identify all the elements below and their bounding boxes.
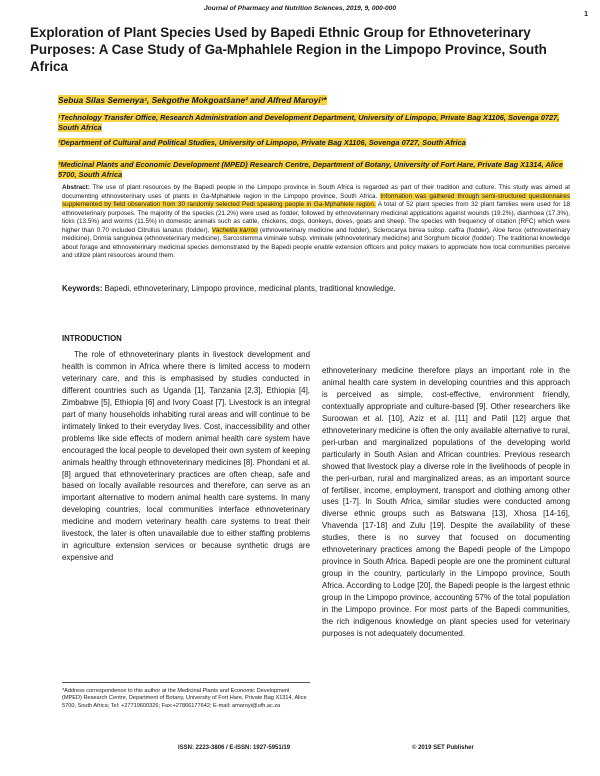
- author-list-text: Sebua Silas Semenya¹, Sekgothe Mokgoatšane² and Alfred Maroyi³*: [58, 95, 327, 105]
- page-number: 1: [584, 11, 588, 18]
- affiliation-3: [58, 160, 570, 180]
- affiliation-1-text: ¹Technology Transfer Office, Research Administration and Development Department, University of Limpopo, Private Bag X1106, Sovenga 0727, South Africa: [58, 113, 560, 132]
- affiliation-2: [58, 138, 570, 148]
- abstract-text-1: The use of plant resources by the Bapedi people in the Limpopo province in South Africa is regarded as part of their tradition and culture. This study was aimed at documenting ethnoveterinary uses of plants in Ga-Mphahlele region in the Limpopo province, South Africa.: [62, 184, 570, 200]
- abstract-text-2: A total of 52 plant species from 32 plant families were used for 18 ethnoveterinary purposes. The majority of the species (21.2%) were used as fodder, followed by ethnoveterinary medicinal applications against wounds (19.2%), diarrhoea (17.3%), ticks (13.5%) and worms (11.5%) in domestic animals such as cattle, chickens, dogs, donkeys, doves, goats and sheep. The species with frequency of citation (RFC) which were higher than 0.70 included Citrullus lanatus (fodder),: [62, 201, 570, 234]
- keywords-text: Bapedi, ethnoveterinary, Limpopo province, medicinal plants, traditional knowledge.: [102, 284, 396, 293]
- abstract-highlight-1: Information was gathered through semi-structured questionnaires supplemented by field observation from 30 randomly selected Pedi speaking people in Ga-Mphahlele region.: [62, 192, 570, 209]
- abstract: [62, 184, 570, 261]
- abstract-highlight-2: Vachellia karroo: [211, 226, 258, 234]
- abstract-text-3: (ethnoveterinary medicine and fodder), Sclerocarya birrea subsp. caffra (fodder), Aloe ferox (ethnoveterinary medicine), Drimia sanguinea (ethnoveterinary medicine), Sarcostemma viminale subsp. viminale (ethnoveterinary medicine) and Sorghum bicolor (fodder). The traditional knowledge about forage and ethnoveterinary medicinal species demonstrated by the Bapedi people enable extension officers and policy makers to appreciate how local communities perceive and utilize plant resources around them.: [62, 226, 571, 260]
- footer-publisher: © 2019 SET Publisher: [412, 745, 474, 751]
- footnote-divider: [62, 682, 310, 683]
- footer-issn: ISSN: 2223-3806 / E-ISSN: 1927-5951/19: [178, 745, 291, 751]
- body-paragraph-right: ethnoveterinary medicine therefore plays an important role in the animal health care system in developing countries and this approach is perceived as simple, cost-effective, environment friendly, contextually appropriate and culture-based [9]. Other researchers like Suroowan et al. [10], Aziz et al. [11] and Patil [12] argue that ethnoveterinary medicine is often the only available alternative to rural, peri-urban and marginalized populations of the developing world particularly in South Asian and African countries. Previous research showed that livestock play a diverse role in the livelihoods of people in the peri-urban, rural and marginalized areas, as an important source of fertiliser, income, employment, transport and clothing among other uses [1-7]. In South Africa, similar studies were conducted among diverse ethnic groups such as Batswana [13], Xhosa [14-16], Vhavenda [17-18] and Zulu [19]. Despite the availability of these studies, there is no survey that focused on documenting ethnoveterinary practices among the Bapedi people of the Limpopo province in South Africa. Bapedi people are one the prominent cultural group in the country, particularly in the Limpopo province, South Africa. According to Lodge [20], the Bapedi people is the largest ethnic group in the Limpopo province, accounting 57% of the total population in the Limpopo province. For most parts of the Bapedi communities, the rich indigenous knowledge on plant species used for veterinary purposes is not adequately documented.: [322, 366, 570, 638]
- affiliation-1: [58, 113, 570, 133]
- body-column-right: [322, 365, 570, 727]
- author-list: [58, 95, 327, 105]
- body-column-left: [62, 349, 310, 682]
- abstract-label: Abstract:: [62, 184, 90, 191]
- body-paragraph-left: The role of ethnoveterinary plants in livestock development and health is common in Africa where there is limited access to modern veterinary care, and this is emphasised by studies conducted in different countries such as Uganda [1], Tanzania [2,3], Ethiopia [4], Zimbabwe [5], Ethiopia [6] and Ivory Coast [7]. Livestock is an integral part of many households inhabiting rural areas and will continue to be intimately linked to their everyday lives. Cost, inaccessibility and other problems like side effects of modern animal health care system have encouraged the local people to developed their own system of keeping animals healthy through ethnoveterinary medicines [8]. Phondani et al. [8] argued that ethnoveterinary practices are often cheap, safe and based on locally available resources and therefore, can serve as an important alternative to modern animal health care systems. In many developing countries, local communities interface ethnoveterinary medicine and modern veterinary health care systems to treat their livestock, the later is often unavailable due to either staffing problems in agriculture extension services or because synthetic drugs are expensive and: [62, 350, 310, 563]
- section-heading-introduction: INTRODUCTION: [62, 334, 122, 343]
- correspondence-footnote: *Address correspondence to this author at the Medicinal Plants and Economic Development (MPED) Research Centre, Department of Botany, University of Fort Hare, Private Bag X1314, Alice 5700, South Africa; Tel: +27719600326; Fax:+27866177642; E-mail: amaroyi@ufh.ac.za: [62, 688, 307, 709]
- journal-header: Journal of Pharmacy and Nutrition Sciences, 2019, 9, 000-000: [203, 5, 397, 12]
- keywords: [62, 284, 570, 293]
- keywords-label: Keywords:: [62, 284, 103, 293]
- affiliation-2-text: ²Department of Cultural and Political Studies, University of Limpopo, Private Bag X1106, Sovenga 0727, South Africa: [58, 138, 466, 147]
- paper-title: Exploration of Plant Species Used by Bapedi Ethnic Group for Ethnoveterinary Purposes: A Case Study of Ga-Mphahlele Region in the Limpopo Province, South Africa: [30, 25, 547, 74]
- affiliation-3-text: ³Medicinal Plants and Economic Development (MPED) Research Centre, Department of Botany, University of Fort Hare, Private Bag X1314, Alice 5700, South Africa: [58, 160, 564, 179]
